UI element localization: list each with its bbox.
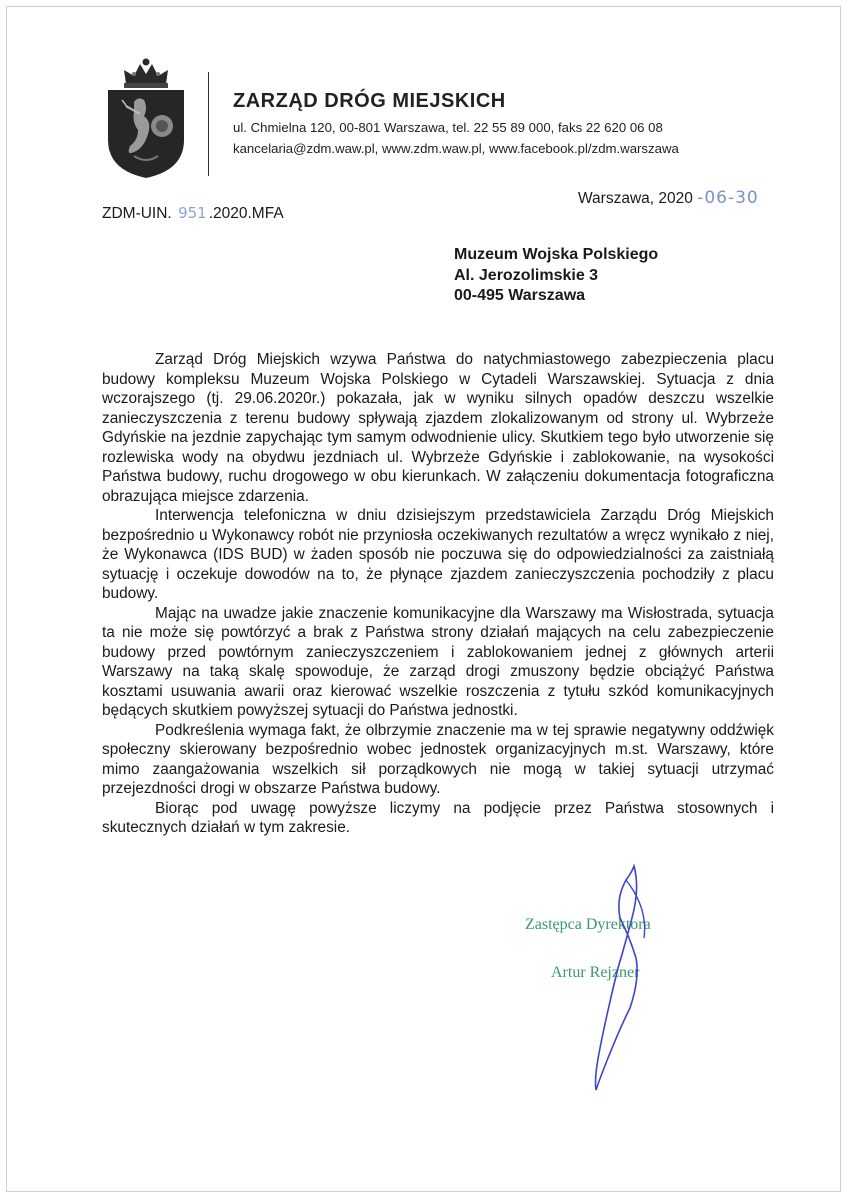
letter-body [102,350,774,838]
org-name: ZARZĄD DRÓG MIEJSKICH [233,90,506,112]
recipient-street: Al. Jerozolimskie 3 [454,266,599,284]
recipient-name: Muzeum Wojska Polskiego [454,246,659,263]
signature-name: Artur Rejzner [551,964,640,981]
handwritten-date: -06-30 [697,188,759,208]
recipient-block [454,245,658,307]
ref-suffix: .2020.MFA [208,205,284,222]
body-paragraph-3: Mając na uwadze jakie znaczenie komunikacyjne dla Warszawy ma Wisłostrada, sytuacja ta nie może się powtórzyć a brak z Państwa strony działań mających na celu zabezpieczenie budowy przed powtórnym zanieczyszczeniem i zablokowaniem jednej z głównych arterii Warszawy na taką skalę spowoduje, że zarząd drogi zmuszony będzie obciążyć Państwa kosztami usuwania awarii oraz kierować wszelkie roszczenia z tytułu szkód komunikacyjnych będących skutkiem powyższej sytuacji do Państwa jednostki. [102,604,774,719]
city-date-prefix: Warszawa, 2020 [578,190,693,207]
city-date [578,188,759,208]
org-contact: kancelaria@zdm.waw.pl, www.zdm.waw.pl, www.facebook.pl/zdm.warszawa [233,141,679,156]
body-paragraph-5: Biorąc pod uwagę powyższe liczymy na podjęcie przez Państwa stosownych i skutecznych działań w tym zakresie. [102,799,774,836]
handwritten-signature [560,858,670,1098]
org-address: ul. Chmielna 120, 00-801 Warszawa, tel. 22 55 89 000, faks 22 620 06 08 [233,120,663,135]
ref-prefix: ZDM-UIN. [102,205,172,222]
signature-title: Zastępca Dyrektora [525,916,651,933]
ref-handwritten-number: 951 [178,204,207,222]
body-paragraph-1: Zarząd Dróg Miejskich wzywa Państwa do natychmiastowego zabezpieczenia placu budowy kompleksu Muzeum Wojska Polskiego w Cytadeli Warszawskiej. Sytuacja z dnia wczorajszego (tj. 29.06.2020r.) pokazała, jak w wyniku silnych opadów deszczu wszelkie zanieczyszczenia z terenu budowy spływają zjazdem zlokalizowanym od strony ul. Wybrzeże Gdyńskie na jezdnie zapychając tym samym odwodnienie ulicy. Skutkiem tego było utworzenie się rozlewiska wody na obydwu jezdniach ul. Wybrzeże Gdyńskie i zablokowanie, na wysokości Państwa budowy, ruchu drogowego w obu kierunkach. W załączeniu dokumentacja fotograficzna obrazująca miejsce zdarzenia. [102,351,774,505]
recipient-postal-city: 00-495 Warszawa [454,287,586,304]
warsaw-coat-of-arms-icon [104,56,188,180]
body-paragraph-4: Podkreślenia wymaga fakt, że olbrzymie znaczenie ma w tej sprawie negatywny oddźwięk społeczny skierowany bezpośrednio wobec jednostek organizacyjnych m.st. Warszawy, które mimo zaangażowania wszelkich sił porządkowych nie mogą w takiej sytuacji utrzymać przejezdności drogi w obszarze Państwa budowy. [102,721,774,797]
body-paragraph-2: Interwencja telefoniczna w dniu dzisiejszym przedstawiciela Zarządu Dróg Miejskich bezpośrednio u Wykonawcy robót nie przyniosła oczekiwanych rezultatów a wręcz wynikało z niej, że Wykonawca (IDS BUD) w żaden sposób nie poczuwa się do odpowiedzialności za zaistniałą sytuację i oczekuje dowodów na to, że płynące zjazdem zanieczyszczenia pochodziły z placu budowy. [102,507,774,602]
reference-number [102,204,284,223]
header-divider [208,72,209,176]
